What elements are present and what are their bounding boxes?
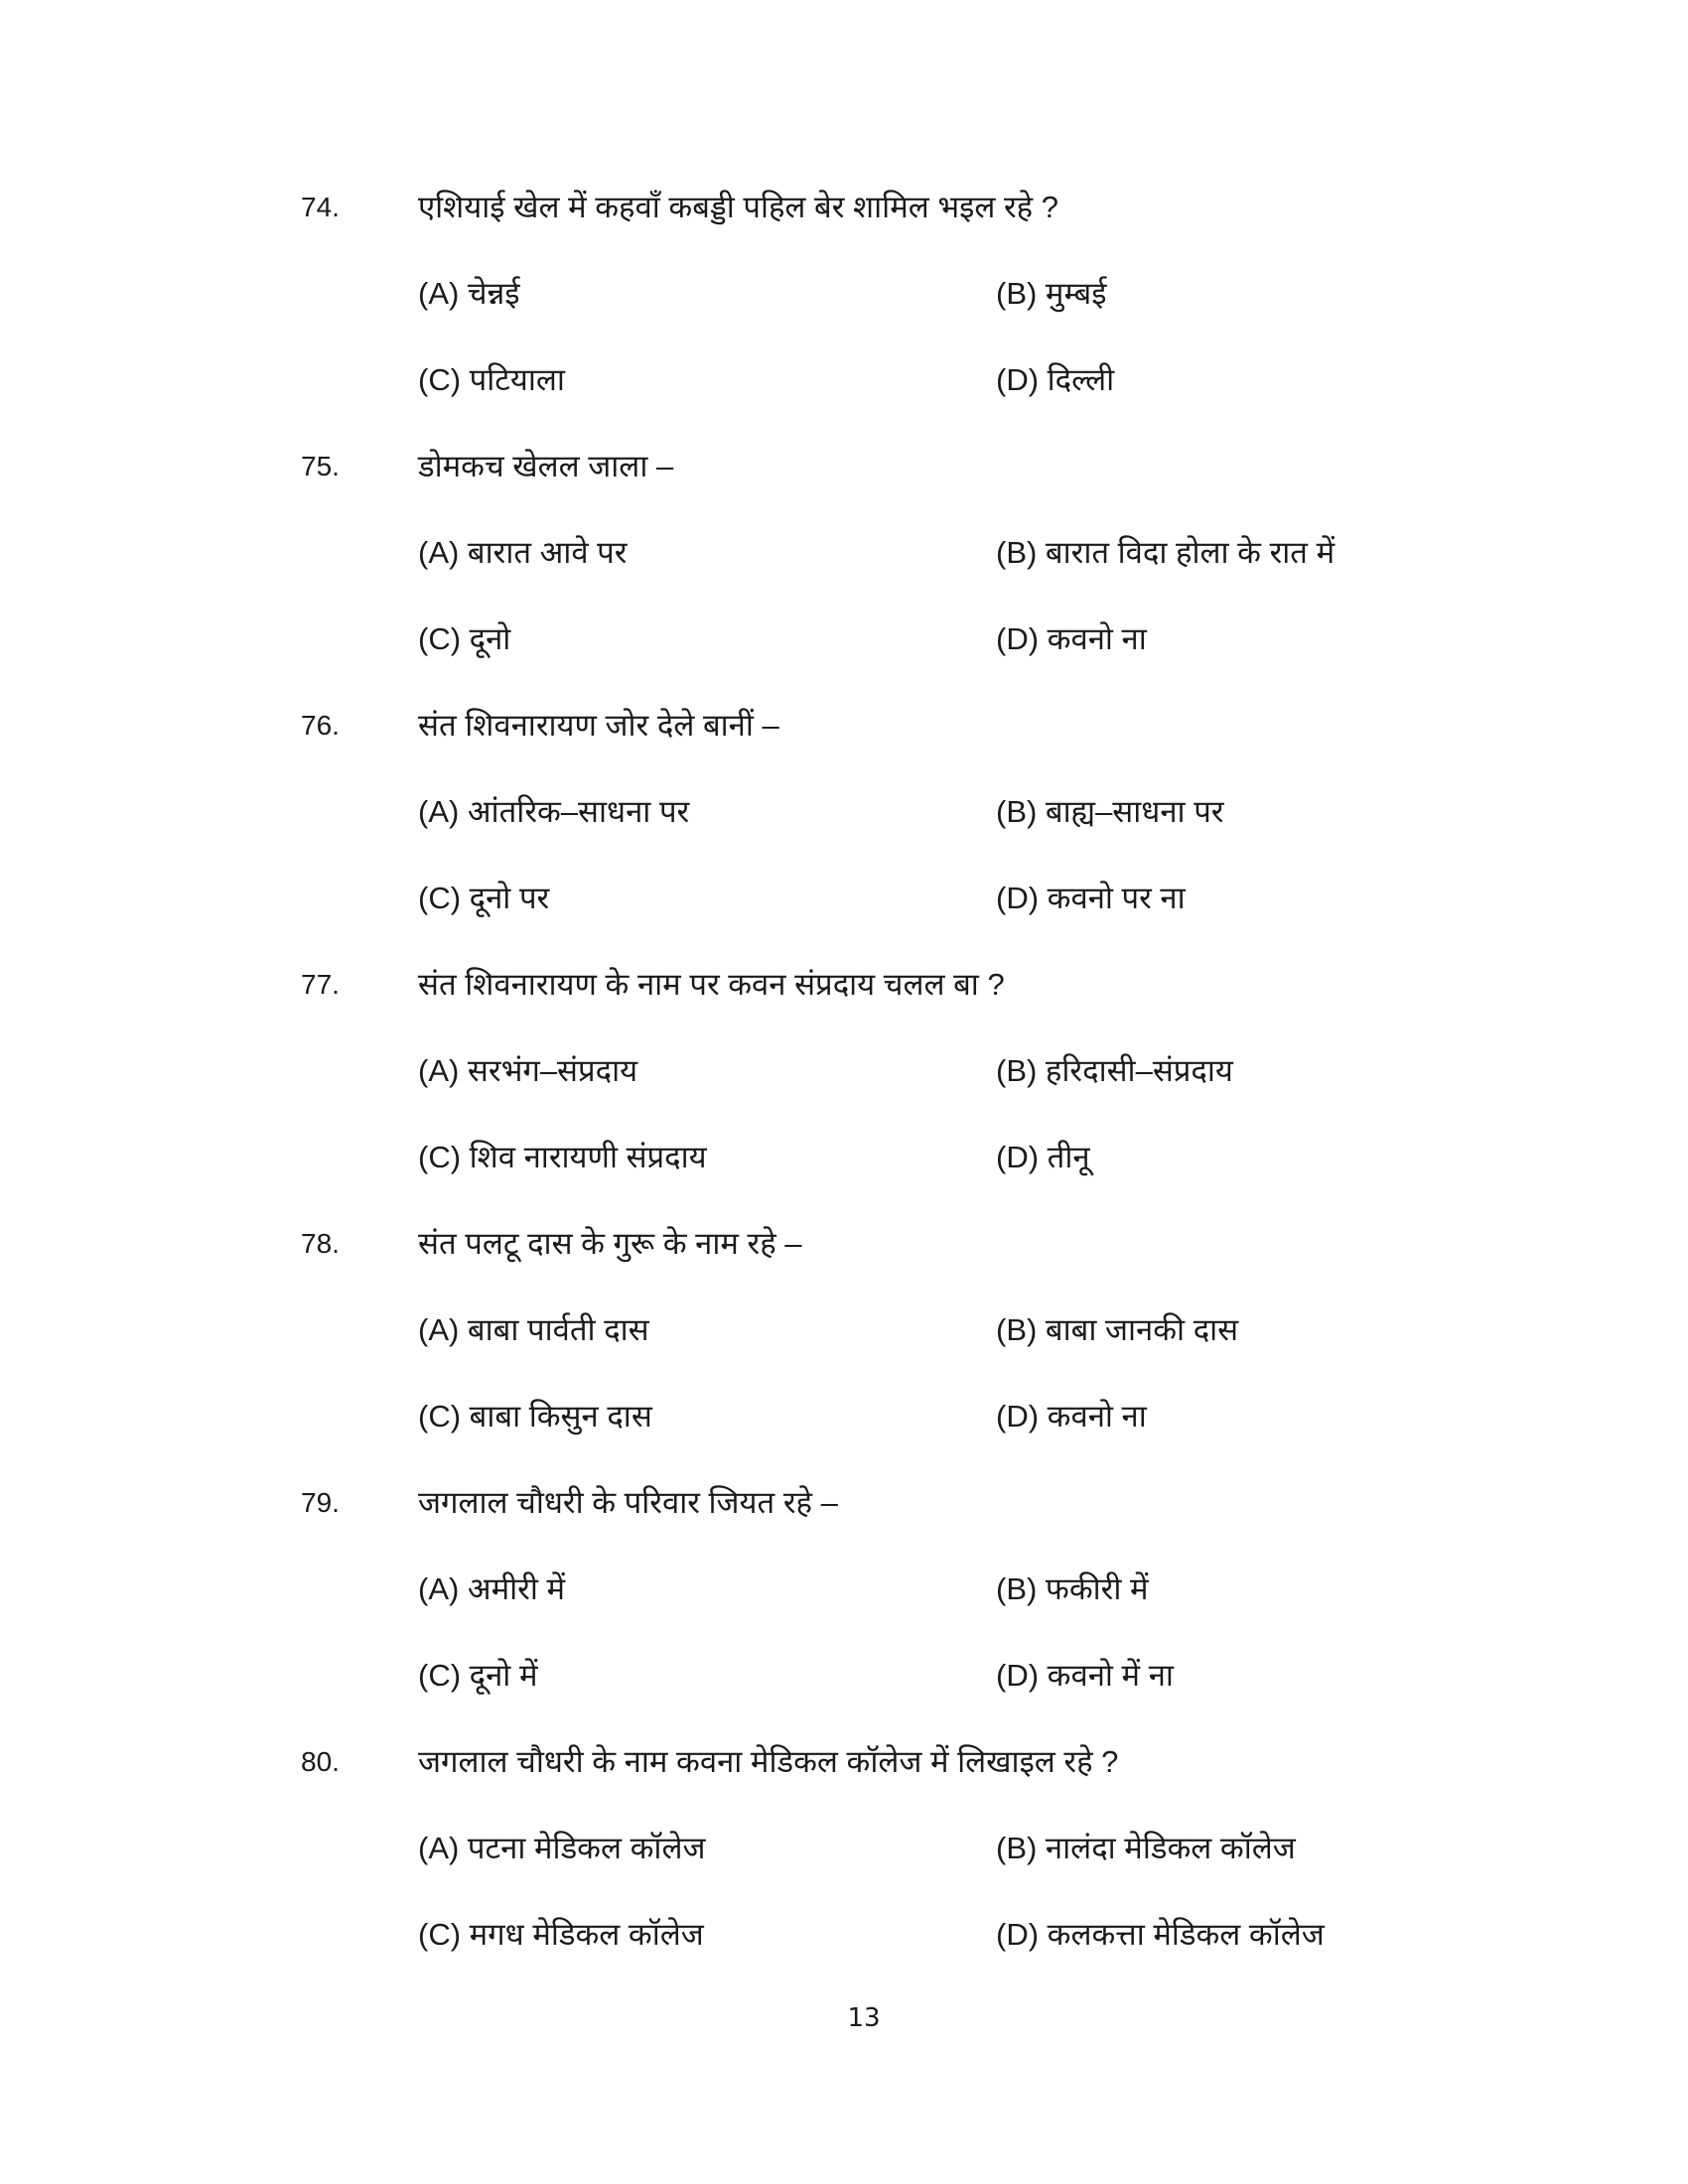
options-row [0,250,1688,337]
option: (C) दूनो [418,621,511,656]
question-number: 76. [301,710,340,741]
question-text: एशियाई खेल में कहवाँ कबड्डी पहिल बेर शामिल भइल रहे ? [418,190,1058,224]
options-row [0,1027,1688,1114]
option: (C) दूनो पर [418,881,550,915]
option: (D) कवनो ना [996,1399,1147,1433]
question-number: 74. [301,192,340,222]
option: (D) कलकत्ता मेडिकल कॉलेज [996,1917,1325,1952]
option: (B) नालंदा मेडिकल कॉलेज [996,1831,1296,1865]
option: (B) फकीरी में [996,1571,1149,1606]
option: (D) तीनू [996,1140,1090,1174]
options-row [0,768,1688,855]
question-row [0,1200,1688,1287]
option: (A) बाबा पार्वती दास [418,1312,649,1347]
question-row [0,1459,1688,1546]
option: (B) बाह्य–साधना पर [996,794,1224,829]
question-row [0,164,1688,250]
options-row [0,1114,1688,1200]
question-row [0,1718,1688,1805]
question-number: 75. [301,451,340,481]
option: (B) बाबा जानकी दास [996,1312,1239,1347]
option: (C) दूनो में [418,1658,538,1693]
question-number: 78. [301,1228,340,1259]
question-list [0,164,1688,1978]
option: (A) पटना मेडिकल कॉलेज [418,1831,706,1865]
option: (C) पटियाला [418,362,565,397]
question-text: संत शिवनारायण के नाम पर कवन संप्रदाय चलल बा ? [418,967,1005,1002]
question-number: 77. [301,969,340,1000]
option: (B) मुम्बई [996,276,1107,311]
option: (C) मगध मेडिकल कॉलेज [418,1917,704,1952]
option: (C) बाबा किसुन दास [418,1399,652,1433]
option: (B) बारात विदा होला के रात में [996,535,1336,570]
options-row [0,1373,1688,1459]
option: (A) अमीरी में [418,1571,566,1606]
question-text: संत पलटू दास के गुरू के नाम रहे – [418,1226,802,1261]
option: (A) बारात आवे पर [418,535,628,570]
option: (D) कवनो पर ना [996,881,1186,915]
options-row [0,337,1688,423]
question-row [0,941,1688,1027]
question-number: 79. [301,1487,340,1518]
options-row [0,1891,1688,1978]
options-row [0,596,1688,682]
question-row [0,682,1688,768]
option: (A) चेन्नई [418,276,520,311]
question-text: जगलाल चौधरी के परिवार जियत रहे – [418,1485,838,1520]
option: (A) सरभंग–संप्रदाय [418,1053,638,1088]
option: (D) कवनो ना [996,621,1147,656]
option: (A) आंतरिक–साधना पर [418,794,690,829]
options-row [0,1805,1688,1891]
option: (D) दिल्ली [996,362,1115,397]
options-row [0,1632,1688,1718]
options-row [0,1546,1688,1632]
question-text: संत शिवनारायण जोर देले बानीं – [418,708,779,743]
options-row [0,1287,1688,1373]
page-number: 13 [847,2003,881,2033]
option: (C) शिव नारायणी संप्रदाय [418,1140,707,1174]
option: (B) हरिदासी–संप्रदाय [996,1053,1233,1088]
question-text: डोमकच खेलल जाला – [418,449,674,483]
options-row [0,509,1688,596]
question-text: जगलाल चौधरी के नाम कवना मेडिकल कॉलेज में लिखाइल रहे ? [418,1744,1119,1779]
options-row [0,855,1688,941]
question-number: 80. [301,1746,340,1777]
option: (D) कवनो में ना [996,1658,1174,1693]
question-row [0,423,1688,509]
